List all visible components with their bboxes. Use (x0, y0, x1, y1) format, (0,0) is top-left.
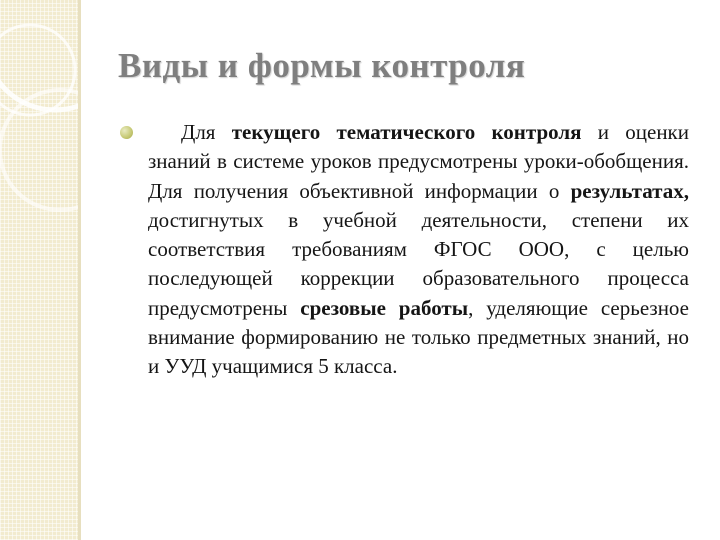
decorative-circles-graphic (0, 0, 78, 540)
text-run-bold: текущего тематического контроля (231, 120, 582, 144)
text-run-bold: срезовые работы (300, 295, 469, 320)
text-run: Для (181, 120, 232, 144)
slide-body-paragraph (148, 118, 689, 382)
slide-title: Виды и формы контроля (118, 46, 526, 85)
text-run: , уделяющие серьезное внимание формированию не только предметных знаний, но и УУД учащимися 5 класса. (148, 295, 690, 379)
strip-divider (78, 0, 81, 540)
decorative-side-strip (0, 0, 78, 540)
text-run-bold: результатах, (570, 178, 689, 203)
text-run: достигнутых в учебной деятельности, степени их соответствия требованиям ФГОС ООО, с целью последующей коррекции образовательного процесса предусмотрены (148, 207, 689, 320)
text-run: и оценки знаний в системе уроков предусмотрены уроки-обобщения. Для получения объективной информации о (148, 120, 689, 203)
bullet-icon (120, 126, 133, 139)
